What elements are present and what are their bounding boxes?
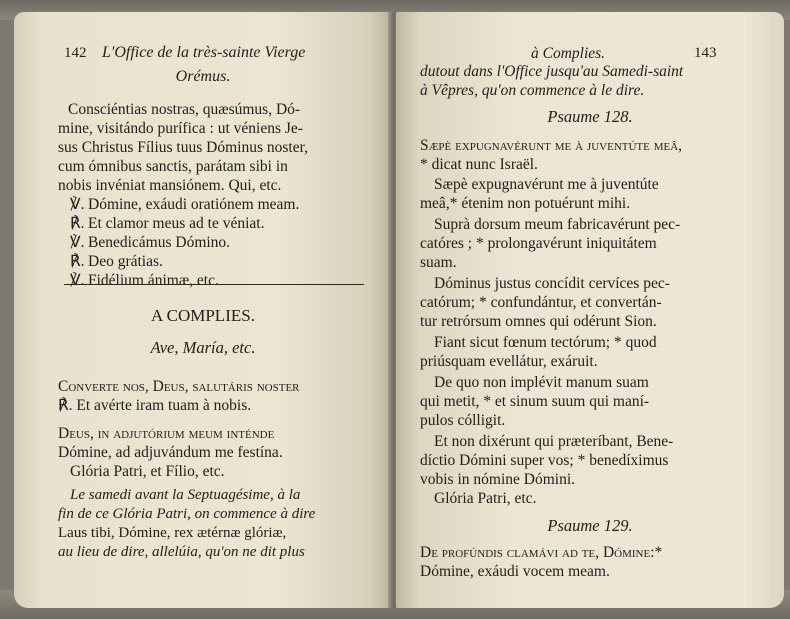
deus-line: Dómine, ad adjuvándum me festína.	[58, 444, 283, 461]
versicle-text: Benedicámus Dómino.	[88, 234, 231, 251]
psalm-verse: vobis in nómine Dómini.	[420, 471, 575, 488]
intro-line: à Vêpres, qu'on commence à le dire.	[420, 82, 645, 99]
running-head-right: à Complies.	[531, 45, 606, 62]
gloria-line: Glória Patri, etc.	[434, 490, 537, 507]
psalm-verse: tur retrórsum omnes qui odérunt Sion.	[420, 313, 657, 330]
response-icon: ℟.	[70, 253, 85, 270]
prayer-line: cum ómnibus sanctis, parátam sibi in	[58, 158, 288, 175]
psalm-verse: díctio Dómini super vos; * benedíximus	[420, 452, 669, 469]
prayer-line: Consciéntias nostras, quæsúmus, Dó-	[68, 101, 301, 118]
rubric-line: Laus tibi, Dómine, rex ætérnæ glóriæ,	[58, 525, 287, 541]
versicle	[70, 271, 219, 290]
section-divider	[64, 284, 364, 285]
psalm-verse: Et non dixérunt qui præteríbant, Bene-	[434, 433, 674, 450]
versicle	[70, 195, 299, 214]
converte-line: Converte nos, Deus, salutáris noster	[58, 378, 300, 395]
page-number-right: 143	[694, 45, 717, 61]
versicle-text: Fidélium ánimæ, etc.	[88, 272, 219, 289]
psalm-verse: catórum; * confundántur, et convertán-	[420, 294, 662, 311]
deus-line: Deus, in adjutórium meum inténde	[58, 425, 275, 442]
psalm-verse: catóres ; * prolongavérunt iniquitátem	[420, 235, 657, 252]
page-number-left: 142	[64, 45, 87, 61]
rubric-line: au lieu de dire, allelúia, qu'on ne dit plus	[58, 544, 305, 560]
psalm-verse: suam.	[420, 254, 457, 271]
prayer-line: mine, visitándo purífica : ut véniens Je-	[58, 120, 303, 137]
prayer-line: nobis invéniat mansiónem. Qui, etc.	[58, 177, 282, 194]
versicle-icon: ℣.	[70, 272, 85, 289]
rubric-line: fin de ce Glória Patri, on commence à dire	[58, 506, 316, 522]
psalm-verse: meâ,* étenim non potuérunt mihi.	[420, 195, 631, 212]
section-title: A COMPLIES.	[151, 306, 255, 325]
psalm-verse: Sæpè expugnavérunt me à juventúte	[434, 176, 659, 193]
psalm-verse: Fiant sicut fœnum tectórum; * quod	[434, 334, 657, 351]
versicle-text: Dómine, exáudi oratiónem meam.	[88, 196, 300, 213]
left-page	[14, 12, 392, 608]
response-text: Deo grátias.	[88, 253, 163, 270]
versicle-icon: ℣.	[70, 234, 85, 251]
rubric-line: Le samedi avant la Septuagésime, à la	[70, 487, 301, 503]
psalm-128-title: Psaume 128.	[547, 107, 633, 126]
right-page	[396, 12, 784, 608]
oremus-heading: Orémus.	[175, 68, 231, 85]
versicle-icon: ℣.	[70, 196, 85, 213]
psalm-verse: priúsquam evellátur, exáruit.	[420, 353, 598, 370]
psalm-verse: De quo non implévit manum suam	[434, 374, 649, 391]
psalm-verse: De profúndis clamávi ad te, Dómine:*	[420, 544, 663, 561]
psalm-verse: pulos cólligit.	[420, 412, 506, 429]
response	[70, 252, 163, 271]
psalm-verse: Dómine, exáudi vocem meam.	[420, 563, 610, 580]
psalm-verse: Dóminus justus concídit cervíces pec-	[434, 275, 670, 292]
psalm-verse: Suprà dorsum meum fabricavérunt pec-	[434, 216, 681, 233]
response-icon: ℟.	[70, 215, 85, 232]
converte-response: ℟. Et avérte iram tuam à nobis.	[58, 397, 252, 414]
psalm-verse: * dicat nunc Israël.	[420, 156, 538, 173]
prayer-line: sus Christus Fílius tuus Dóminus noster,	[58, 139, 308, 156]
psalm-129-title: Psaume 129.	[547, 516, 633, 535]
response-text: Et clamor meus ad te véniat.	[88, 215, 265, 232]
running-head-left: L'Office de la très-sainte Vierge	[102, 44, 306, 61]
ave-maria-line: Ave, María, etc.	[150, 338, 256, 357]
psalm-verse: Sæpè expugnavérunt me à juventúte meâ,	[420, 137, 683, 154]
versicle	[70, 233, 230, 252]
gloria-line: Glória Patri, et Fílio, etc.	[70, 463, 225, 480]
response	[70, 214, 264, 233]
intro-line: dutout dans l'Office jusqu'au Samedi-saint	[420, 63, 684, 80]
psalm-verse: qui metit, * et sinum suum qui maní-	[420, 393, 650, 410]
